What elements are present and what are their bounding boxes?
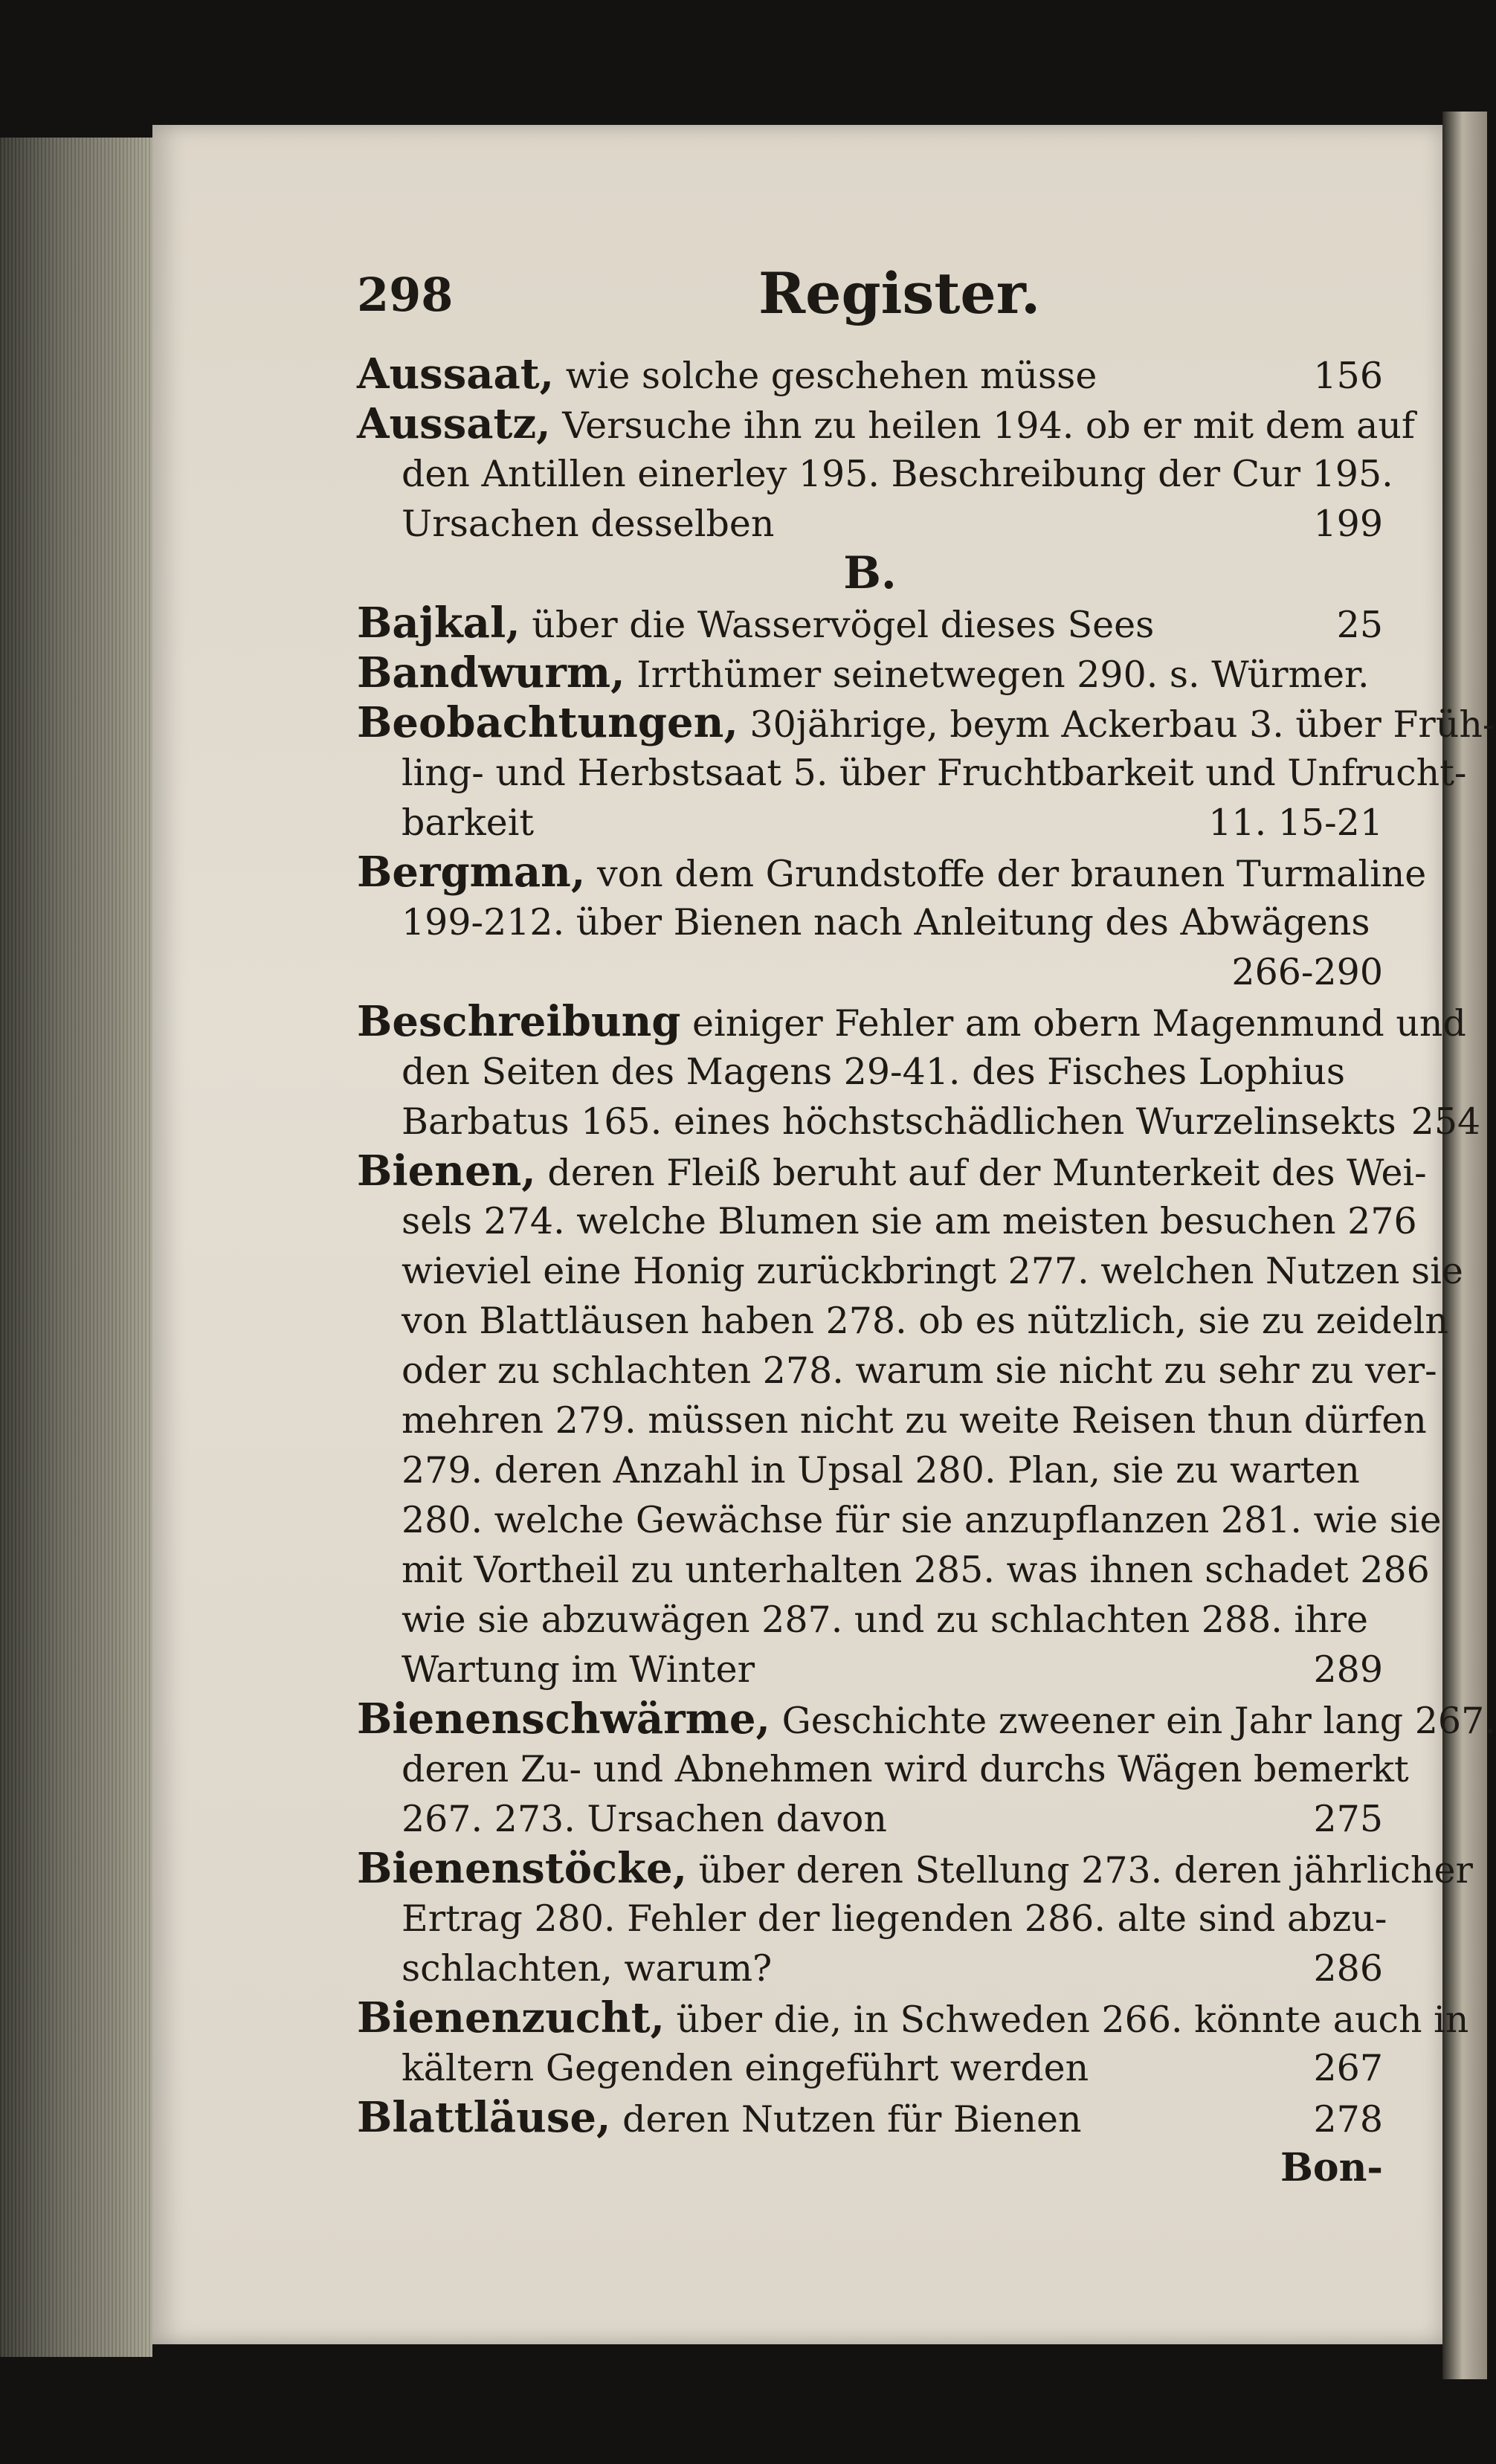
- entry-line: 280. welche Gewächse für sie anzupflanzen 281. wie sie: [402, 1499, 1442, 1541]
- entry-line: Bienenstöcke, über deren Stellung 273. deren jährlicher: [357, 1844, 1473, 1893]
- catchword: Bon-: [1280, 2145, 1383, 2190]
- entry-line: Bandwurm, Irrthümer seinetwegen 290. s. Würmer.: [357, 648, 1370, 697]
- entry-line: Wartung im Winter 289: [402, 1648, 1383, 1691]
- entry-line: Blattläuse, deren Nutzen für Bienen 278: [357, 2093, 1383, 2142]
- entry-line: mit Vortheil zu unterhalten 285. was ihnen schadet 286: [402, 1549, 1430, 1591]
- entry-line: Bienenzucht, über die, in Schweden 266. könnte auch in: [357, 1993, 1469, 2042]
- entry-line: Aussatz, Versuche ihn zu heilen 194. ob er mit dem auf: [357, 399, 1416, 448]
- entry-line: Barbatus 165. eines höchstschädlichen Wurzelinsekts 254: [402, 1100, 1481, 1143]
- entry-line: Bienen, deren Fleiß beruht auf der Munterkeit des Wei-: [357, 1146, 1427, 1196]
- entry-line: Aussaat, wie solche geschehen müsse 156: [357, 349, 1383, 399]
- entry-line: ling- und Herbstsaat 5. über Fruchtbarkeit und Unfrucht-: [402, 752, 1467, 794]
- entry-line: 267. 273. Ursachen davon 275: [402, 1798, 1383, 1840]
- page-header: [357, 260, 1383, 349]
- entry-line: 266-290: [1231, 951, 1383, 993]
- entry-line: Bajkal, über die Wasservögel dieses Sees 25: [357, 599, 1383, 648]
- register-entries: [357, 349, 1496, 2193]
- entry-line: wieviel eine Honig zurückbringt 277. welchen Nutzen sie: [402, 1250, 1463, 1292]
- entry-line: Bienenschwärme, Geschichte zweener ein Jahr lang 267.: [357, 1694, 1496, 1744]
- entry-line: oder zu schlachten 278. warum sie nicht zu sehr zu ver-: [402, 1349, 1437, 1392]
- entry-line: Beobachtungen, 30jährige, beym Ackerbau 3. über Früh-: [357, 698, 1495, 747]
- entry-line: wie sie abzuwägen 287. und zu schlachten 288. ihre: [402, 1599, 1369, 1641]
- entry-line: Bergman, von dem Grundstoffe der braunen Turmaline: [357, 848, 1427, 897]
- section-letter: B.: [843, 547, 897, 599]
- entry-line: schlachten, warum? 286: [402, 1947, 1383, 1990]
- entry-line: 279. deren Anzahl in Upsal 280. Plan, sie zu warten: [402, 1449, 1360, 1491]
- page-content: [357, 260, 1496, 2193]
- entry-line: 199-212. über Bienen nach Anleitung des Abwägens: [402, 901, 1370, 944]
- entry-line: Beschreibung einiger Fehler am obern Magenmund und: [357, 997, 1466, 1046]
- entry-line: Ertrag 280. Fehler der liegenden 286. alte sind abzu-: [402, 1897, 1387, 1940]
- entry-line: mehren 279. müssen nicht zu weite Reisen thun dürfen: [402, 1399, 1427, 1442]
- entry-line: sels 274. welche Blumen sie am meisten besuchen 276: [402, 1200, 1417, 1242]
- entry-line: deren Zu- und Abnehmen wird durchs Wägen bemerkt: [402, 1748, 1409, 1790]
- entry-line: den Antillen einerley 195. Beschreibung der Cur 195.: [402, 453, 1393, 495]
- entry-line: kältern Gegenden eingeführt werden 267: [402, 2047, 1383, 2089]
- running-title: Register.: [758, 260, 1041, 326]
- entry-line: barkeit 11. 15-21: [402, 802, 1383, 844]
- page-edge: [0, 138, 152, 2357]
- entry-line: Ursachen desselben 199: [402, 503, 1383, 545]
- entry-line: den Seiten des Magens 29-41. des Fisches Lophius: [402, 1051, 1346, 1093]
- entry-line: von Blattläusen haben 278. ob es nützlich, sie zu zeideln: [402, 1300, 1448, 1342]
- page-number: 298: [357, 268, 454, 322]
